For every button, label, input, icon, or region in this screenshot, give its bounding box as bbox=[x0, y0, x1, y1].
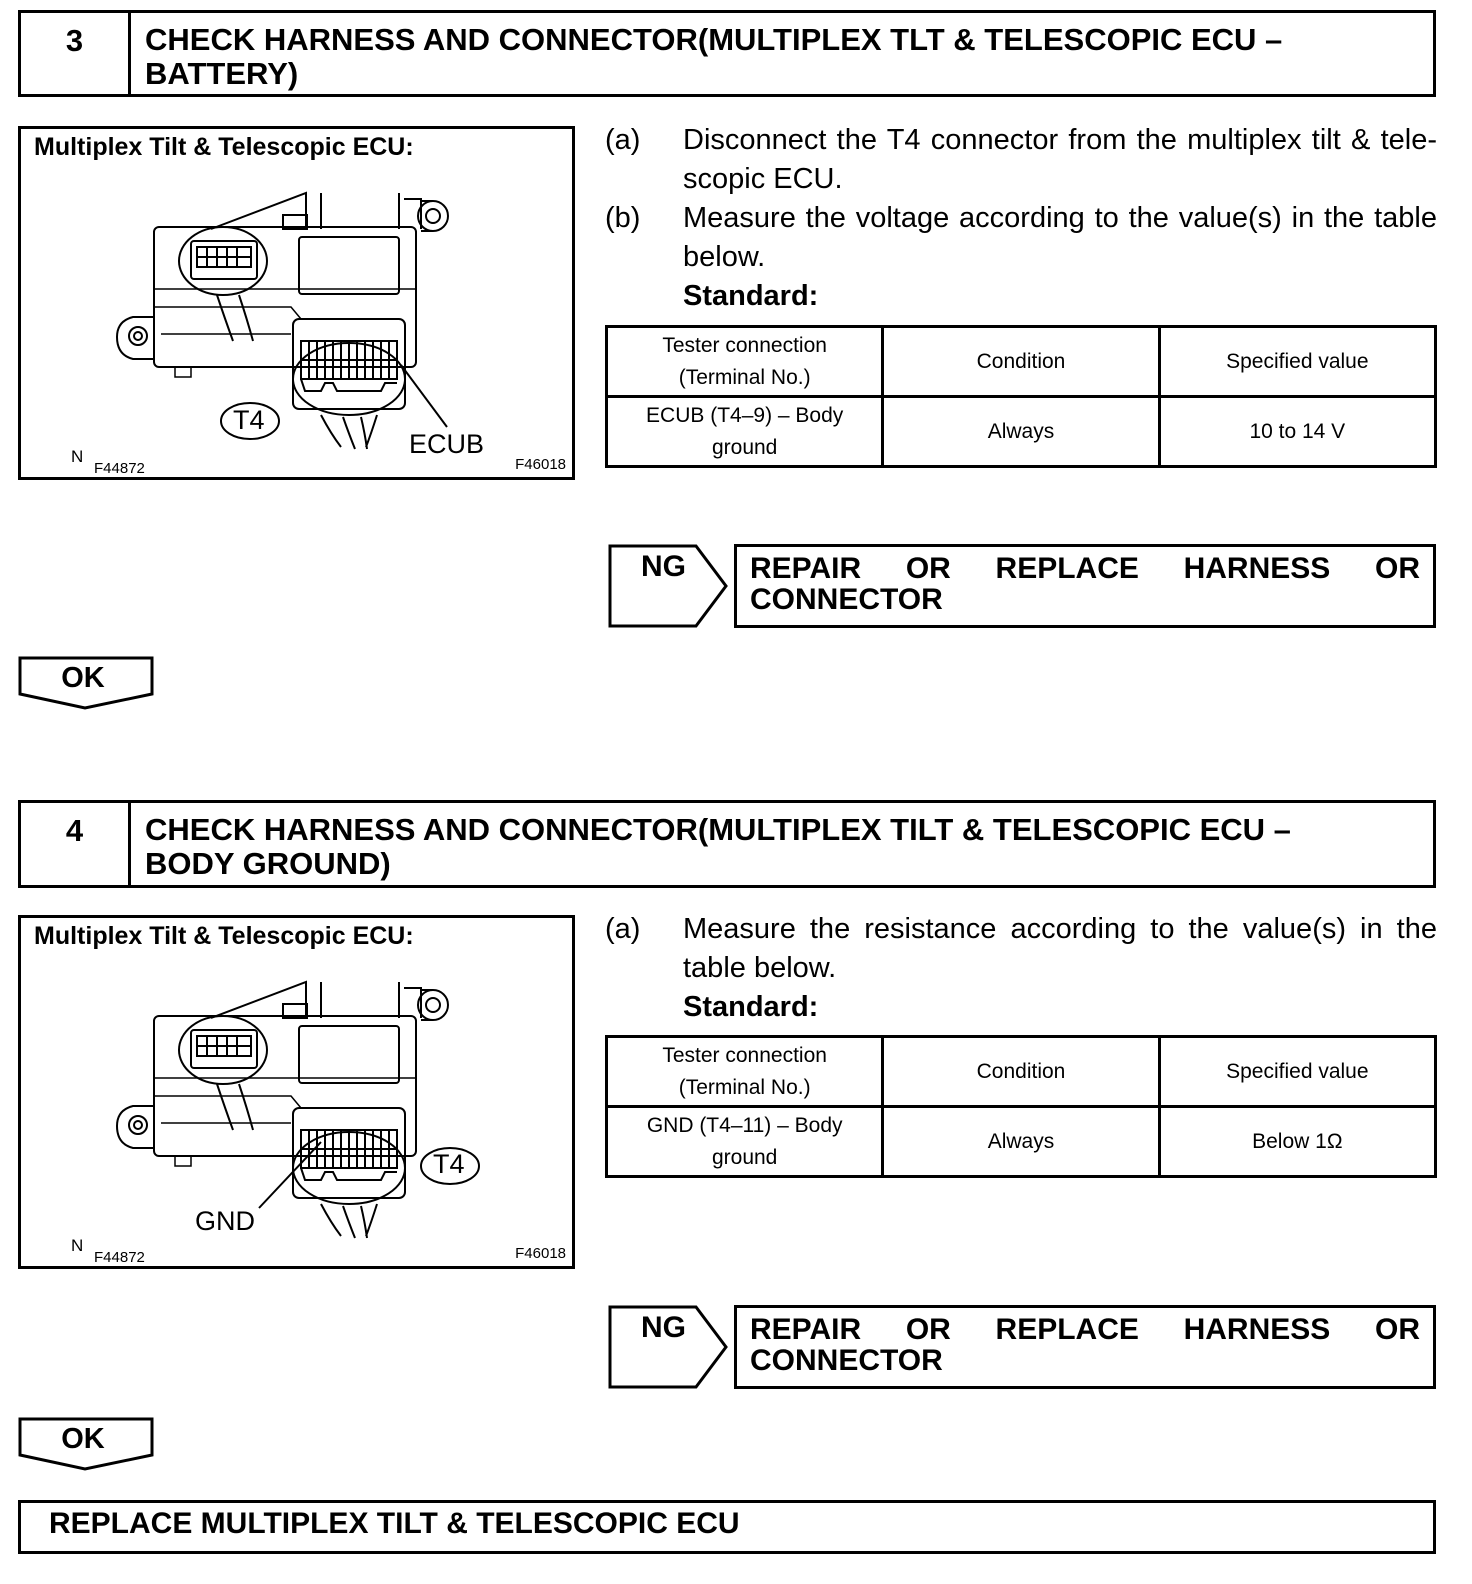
instruction-text: Measure the resistance according to the value(s) in the table below. bbox=[683, 913, 1437, 984]
figure-title: Multiplex Tilt & Telescopic ECU: bbox=[34, 133, 414, 161]
step-3-header bbox=[18, 10, 1436, 97]
table-header: Condition bbox=[883, 1037, 1159, 1107]
ecu-figure-step-3 bbox=[18, 126, 575, 480]
ng-word: REPAIR bbox=[750, 1313, 862, 1346]
table-row bbox=[607, 397, 1436, 467]
instruction-item bbox=[605, 199, 1437, 277]
ng-word: REPAIR bbox=[750, 552, 862, 585]
ng-word: OR bbox=[905, 1313, 951, 1346]
step-title bbox=[145, 23, 1373, 91]
figure-title: Multiplex Tilt & Telescopic ECU: bbox=[34, 922, 414, 950]
standard-label: Standard: bbox=[683, 991, 819, 1023]
terminal-label: ECUB bbox=[409, 429, 485, 459]
step-number: 3 bbox=[21, 13, 131, 94]
step-title bbox=[145, 813, 1373, 881]
table-row bbox=[607, 1107, 1436, 1177]
instructions-step-4 bbox=[605, 910, 1437, 1027]
table-header: Tester connection (Terminal No.) bbox=[607, 327, 883, 397]
ng-branch-step-3 bbox=[608, 544, 1436, 628]
step-title-line2: BATTERY) bbox=[145, 56, 299, 91]
instruction-item bbox=[605, 121, 1437, 199]
connector-label: T4 bbox=[233, 405, 265, 435]
ecu-figure-step-4 bbox=[18, 915, 575, 1269]
connector-label: T4 bbox=[433, 1149, 465, 1179]
step-title-line1: CHECK HARNESS AND CONNECTOR(MULTIPLEX TLT & TELESCOPIC ECU – bbox=[145, 22, 1283, 57]
ok-branch-step-3 bbox=[18, 656, 154, 708]
ng-result bbox=[734, 1305, 1436, 1389]
ng-word: REPLACE bbox=[995, 552, 1139, 585]
terminal-label: GND bbox=[195, 1206, 255, 1236]
table-cell: Always bbox=[883, 1107, 1159, 1177]
table-cell: ECUB (T4–9) – Body ground bbox=[607, 397, 883, 467]
ng-result bbox=[734, 544, 1436, 628]
table-header: Specified value bbox=[1159, 1037, 1435, 1107]
table-header-row bbox=[607, 327, 1436, 397]
figure-code-left: F44872 bbox=[94, 1249, 145, 1266]
step-4-header bbox=[18, 800, 1436, 888]
ok-label: OK bbox=[61, 1423, 105, 1455]
table-header: Condition bbox=[883, 327, 1159, 397]
instruction-letter: (a) bbox=[605, 913, 641, 945]
instruction-letter: (a) bbox=[605, 124, 641, 156]
ok-branch-step-4 bbox=[18, 1417, 154, 1469]
ng-label: NG bbox=[641, 550, 686, 583]
ok-label: OK bbox=[61, 662, 105, 694]
table-cell: GND (T4–11) – Body ground bbox=[607, 1107, 883, 1177]
gnd-leader-line bbox=[249, 1136, 329, 1216]
ng-label: NG bbox=[641, 1311, 686, 1344]
spec-table-step-4 bbox=[605, 1035, 1437, 1178]
instructions-step-3 bbox=[605, 121, 1437, 316]
ng-word: OR bbox=[1375, 1313, 1420, 1346]
ng-word: HARNESS bbox=[1183, 552, 1331, 585]
final-action: REPLACE MULTIPLEX TILT & TELESCOPIC ECU bbox=[18, 1500, 1436, 1554]
instruction-text: Disconnect the T4 connector from the multiplex tilt & tele-scopic ECU. bbox=[683, 124, 1437, 195]
ng-word: OR bbox=[905, 552, 951, 585]
step-number: 4 bbox=[21, 803, 131, 885]
ng-word: OR bbox=[1375, 552, 1420, 585]
table-header: Tester connection (Terminal No.) bbox=[607, 1037, 883, 1107]
step-title-line2: BODY GROUND) bbox=[145, 846, 391, 881]
spec-table-step-3 bbox=[605, 325, 1437, 468]
ng-branch-step-4 bbox=[608, 1305, 1436, 1389]
ng-result-line2: CONNECTOR bbox=[750, 583, 943, 616]
table-header: Specified value bbox=[1159, 327, 1435, 397]
table-header-row bbox=[607, 1037, 1436, 1107]
step-title-line1: CHECK HARNESS AND CONNECTOR(MULTIPLEX TILT & TELESCOPIC ECU – bbox=[145, 812, 1291, 847]
ng-result-line1 bbox=[750, 1314, 1420, 1345]
instruction-letter: (b) bbox=[605, 202, 641, 234]
figure-code-n: N bbox=[71, 1236, 84, 1255]
standard-label: Standard: bbox=[683, 280, 819, 312]
table-cell: Below 1Ω bbox=[1159, 1107, 1435, 1177]
table-cell: 10 to 14 V bbox=[1159, 397, 1435, 467]
figure-code-n: N bbox=[71, 447, 84, 466]
ng-result-line1 bbox=[750, 553, 1420, 584]
ecu-diagram bbox=[21, 129, 572, 477]
instruction-text: Measure the voltage according to the value(s) in the table below. bbox=[683, 202, 1437, 273]
figure-code-right: F46018 bbox=[515, 456, 566, 473]
figure-code-right: F46018 bbox=[515, 1245, 566, 1262]
ng-word: REPLACE bbox=[995, 1313, 1139, 1346]
ng-result-line2: CONNECTOR bbox=[750, 1344, 943, 1377]
ng-word: HARNESS bbox=[1183, 1313, 1331, 1346]
instruction-item bbox=[605, 910, 1437, 988]
table-cell: Always bbox=[883, 397, 1159, 467]
figure-code-left: F44872 bbox=[94, 460, 145, 477]
